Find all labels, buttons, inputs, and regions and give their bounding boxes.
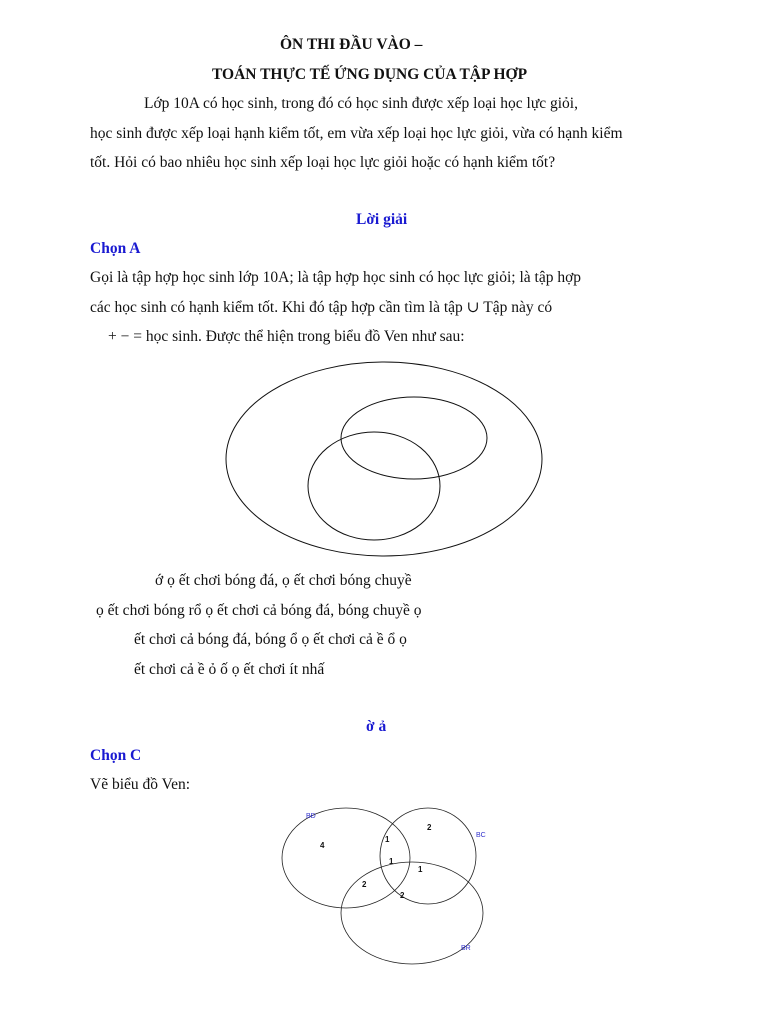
solution1-line1: Gọi là tập hợp học sinh lớp 10A; là tập hợp học sinh có học lực giỏi; là tập hợp — [90, 269, 582, 286]
solution1-answer: Chọn A — [90, 240, 141, 257]
solution1-heading: Lời giải — [356, 211, 408, 228]
problem1-line1: Lớp 10A có học sinh, trong đó có học sinh được xếp loại học lực giỏi, — [144, 95, 578, 112]
set-bc-ellipse — [380, 808, 476, 904]
problem2-line2: ọ ết chơi bóng rổ ọ ết chơi cả bóng đá, bóng chuyề ọ — [96, 602, 422, 619]
set-label-bc: BC — [476, 832, 486, 839]
set-br-ellipse — [341, 862, 483, 964]
region-br-only: 2 — [400, 891, 405, 900]
set-bd-ellipse — [282, 808, 410, 908]
problem1-line2: học sinh được xếp loại hạnh kiểm tốt, em vừa xếp loại học lực giỏi, vừa có hạnh kiểm — [90, 125, 623, 142]
solution1-line2: các học sinh có hạnh kiểm tốt. Khi đó tập hợp cần tìm là tập ∪ Tập này có — [90, 299, 553, 316]
set-good-grades-ellipse — [341, 397, 487, 479]
solution1-line3: + − = học sinh. Được thể hiện trong biểu đồ Ven như sau: — [108, 328, 465, 345]
solution2-heading: ờ ả — [366, 718, 387, 735]
problem2-line4: ết chơi cả ề ỏ ố ọ ết chơi ít nhấ — [134, 661, 325, 678]
region-bd-bc: 1 — [385, 835, 390, 844]
problem2-line3: ết chơi cả bóng đá, bóng ổ ọ ết chơi cả ề ổ ọ — [134, 631, 407, 648]
solution2-draw-label: Vẽ biểu đồ Ven: — [90, 776, 191, 793]
region-bc-only: 2 — [427, 823, 432, 832]
set-label-bd: BĐ — [306, 813, 316, 820]
page-title-line2: TOÁN THỰC TẾ ỨNG DỤNG CỦA TẬP HỢP — [212, 66, 528, 83]
region-bd-only: 4 — [320, 841, 325, 850]
set-good-conduct-ellipse — [308, 432, 440, 540]
region-bd-br: 2 — [362, 880, 367, 889]
problem2-line1: ớ ọ ết chơi bóng đá, ọ ết chơi bóng chuyề — [155, 572, 412, 589]
region-bc-br: 1 — [418, 865, 423, 874]
region-all-three: 1 — [389, 857, 394, 866]
set-label-br: BR — [461, 945, 471, 952]
solution2-answer: Chọn C — [90, 747, 142, 764]
problem1-line3: tốt. Hỏi có bao nhiêu học sinh xếp loại học lực giỏi hoặc có hạnh kiểm tốt? — [90, 154, 556, 171]
universal-set-ellipse — [226, 362, 542, 556]
page-title-line1: ÔN THI ĐẦU VÀO – — [280, 36, 423, 53]
